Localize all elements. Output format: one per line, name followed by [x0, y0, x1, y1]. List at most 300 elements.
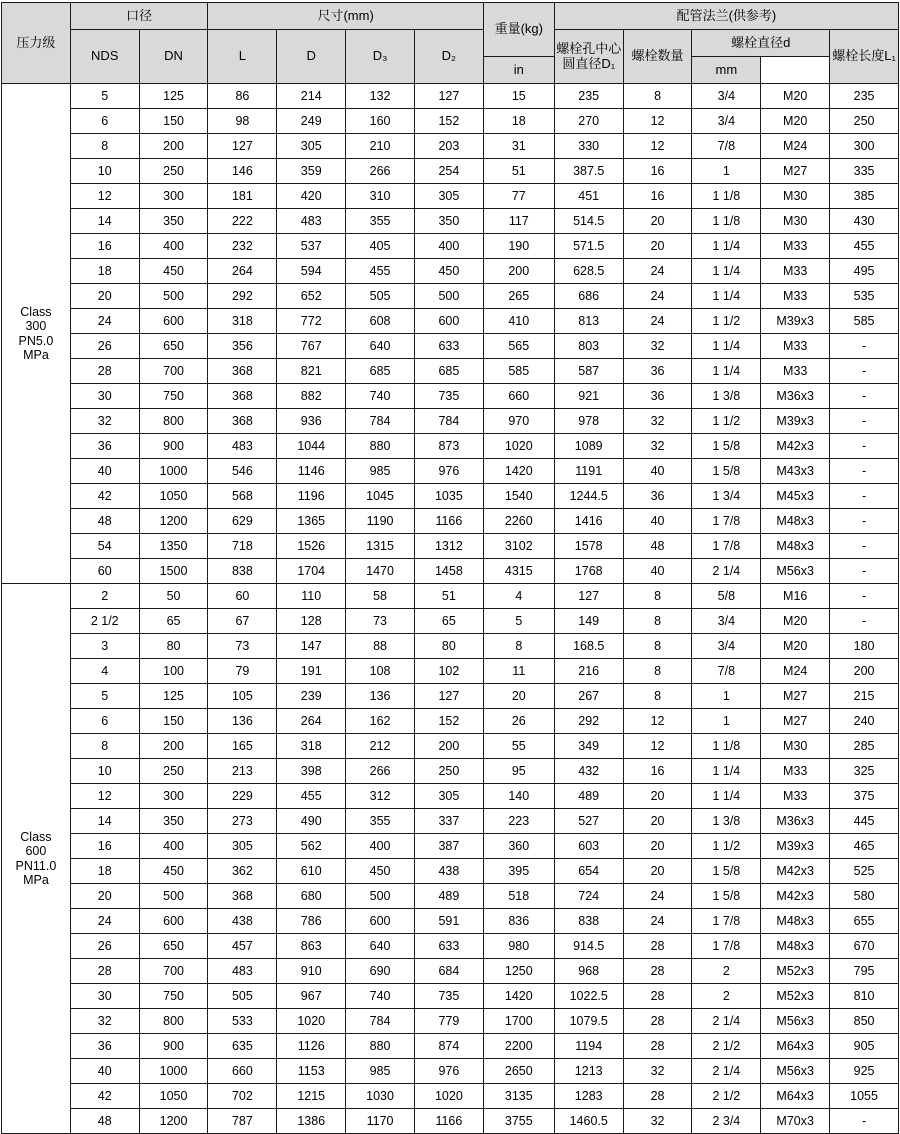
cell-bn: 12 — [623, 134, 692, 159]
cell-in: 2 3/4 — [692, 1109, 761, 1134]
header-bore: 口径 — [70, 3, 208, 30]
cell-l: 356 — [208, 334, 277, 359]
cell-dn: 700 — [139, 959, 208, 984]
cell-l: 305 — [208, 834, 277, 859]
cell-d: 594 — [277, 259, 346, 284]
cell-nds: 40 — [70, 1059, 139, 1084]
cell-mm: M48x3 — [761, 934, 830, 959]
cell-l1: - — [830, 484, 899, 509]
table-row — [2, 509, 899, 534]
cell-l: 73 — [208, 634, 277, 659]
header-flange: 配管法兰(供参考) — [554, 3, 898, 30]
cell-nds: 10 — [70, 759, 139, 784]
cell-l: 368 — [208, 359, 277, 384]
table-row — [2, 834, 899, 859]
cell-bn: 28 — [623, 984, 692, 1009]
cell-nds: 48 — [70, 509, 139, 534]
cell-d1: 330 — [554, 134, 623, 159]
header-d2: D₂ — [414, 30, 483, 84]
cell-bn: 8 — [623, 609, 692, 634]
cell-nds: 54 — [70, 534, 139, 559]
cell-l: 232 — [208, 234, 277, 259]
cell-d3: 740 — [346, 384, 415, 409]
cell-d3: 500 — [346, 884, 415, 909]
cell-nds: 36 — [70, 1034, 139, 1059]
cell-mm: M48x3 — [761, 509, 830, 534]
table-body — [2, 84, 899, 1134]
cell-w: 4315 — [483, 559, 554, 584]
cell-d: 680 — [277, 884, 346, 909]
cell-d: 191 — [277, 659, 346, 684]
header-bolt-dia-in: in — [483, 57, 554, 84]
cell-d2: 489 — [414, 884, 483, 909]
cell-nds: 24 — [70, 309, 139, 334]
cell-w: 2200 — [483, 1034, 554, 1059]
cell-bn: 20 — [623, 234, 692, 259]
cell-l1: 240 — [830, 709, 899, 734]
table-row — [2, 784, 899, 809]
cell-l: 264 — [208, 259, 277, 284]
cell-d3: 985 — [346, 1059, 415, 1084]
cell-w: 1700 — [483, 1009, 554, 1034]
cell-d: 147 — [277, 634, 346, 659]
cell-bn: 24 — [623, 884, 692, 909]
table-row — [2, 159, 899, 184]
table-row — [2, 859, 899, 884]
cell-dn: 500 — [139, 284, 208, 309]
cell-in: 1 1/8 — [692, 184, 761, 209]
cell-nds: 14 — [70, 809, 139, 834]
cell-w: 836 — [483, 909, 554, 934]
cell-l: 546 — [208, 459, 277, 484]
cell-nds: 12 — [70, 184, 139, 209]
cell-w: 95 — [483, 759, 554, 784]
cell-in: 1 3/4 — [692, 484, 761, 509]
cell-l1: - — [830, 509, 899, 534]
cell-l: 105 — [208, 684, 277, 709]
cell-d2: 1035 — [414, 484, 483, 509]
pressure-class-cell: Class 300 PN5.0 MPa — [2, 84, 71, 584]
cell-bn: 8 — [623, 634, 692, 659]
cell-d1: 270 — [554, 109, 623, 134]
cell-d1: 235 — [554, 84, 623, 109]
cell-nds: 36 — [70, 434, 139, 459]
cell-d1: 1213 — [554, 1059, 623, 1084]
table-row — [2, 334, 899, 359]
cell-mm: M64x3 — [761, 1084, 830, 1109]
cell-dn: 1200 — [139, 1109, 208, 1134]
cell-d1: 628.5 — [554, 259, 623, 284]
cell-d3: 608 — [346, 309, 415, 334]
cell-d2: 873 — [414, 434, 483, 459]
cell-in: 1 3/8 — [692, 809, 761, 834]
cell-d3: 108 — [346, 659, 415, 684]
cell-bn: 28 — [623, 959, 692, 984]
cell-d: 420 — [277, 184, 346, 209]
cell-l1: 215 — [830, 684, 899, 709]
cell-nds: 14 — [70, 209, 139, 234]
cell-bn: 8 — [623, 684, 692, 709]
cell-nds: 18 — [70, 859, 139, 884]
table-row — [2, 259, 899, 284]
cell-l1: 180 — [830, 634, 899, 659]
table-row — [2, 759, 899, 784]
cell-d: 1386 — [277, 1109, 346, 1134]
cell-d1: 587 — [554, 359, 623, 384]
cell-w: 3755 — [483, 1109, 554, 1134]
table-row — [2, 209, 899, 234]
cell-nds: 40 — [70, 459, 139, 484]
cell-in: 1 — [692, 684, 761, 709]
cell-l1: - — [830, 459, 899, 484]
cell-nds: 8 — [70, 734, 139, 759]
cell-mm: M52x3 — [761, 984, 830, 1009]
cell-dn: 1050 — [139, 484, 208, 509]
cell-w: 55 — [483, 734, 554, 759]
cell-in: 2 1/2 — [692, 1084, 761, 1109]
cell-bn: 12 — [623, 109, 692, 134]
cell-l: 505 — [208, 984, 277, 1009]
header-dn: DN — [139, 30, 208, 84]
cell-mm: M30 — [761, 209, 830, 234]
cell-d2: 784 — [414, 409, 483, 434]
cell-mm: M42x3 — [761, 884, 830, 909]
cell-nds: 26 — [70, 934, 139, 959]
cell-d3: 162 — [346, 709, 415, 734]
cell-d2: 102 — [414, 659, 483, 684]
cell-bn: 16 — [623, 184, 692, 209]
cell-d2: 127 — [414, 84, 483, 109]
cell-d1: 921 — [554, 384, 623, 409]
table-row — [2, 934, 899, 959]
cell-l1: 580 — [830, 884, 899, 909]
cell-l1: 525 — [830, 859, 899, 884]
cell-d: 305 — [277, 134, 346, 159]
table-row — [2, 534, 899, 559]
cell-d1: 149 — [554, 609, 623, 634]
cell-dn: 250 — [139, 759, 208, 784]
cell-in: 1 5/8 — [692, 434, 761, 459]
cell-l1: 250 — [830, 109, 899, 134]
cell-nds: 32 — [70, 1009, 139, 1034]
cell-dn: 100 — [139, 659, 208, 684]
cell-d2: 152 — [414, 709, 483, 734]
cell-d: 1526 — [277, 534, 346, 559]
cell-dn: 50 — [139, 584, 208, 609]
cell-dn: 350 — [139, 809, 208, 834]
cell-in: 1 1/4 — [692, 259, 761, 284]
cell-d: 772 — [277, 309, 346, 334]
cell-in: 3/4 — [692, 634, 761, 659]
cell-dn: 1500 — [139, 559, 208, 584]
cell-mm: M20 — [761, 609, 830, 634]
cell-l: 660 — [208, 1059, 277, 1084]
cell-d3: 1470 — [346, 559, 415, 584]
cell-bn: 28 — [623, 1009, 692, 1034]
cell-l1: 585 — [830, 309, 899, 334]
cell-d3: 740 — [346, 984, 415, 1009]
cell-bn: 20 — [623, 859, 692, 884]
cell-dn: 1000 — [139, 459, 208, 484]
cell-w: 200 — [483, 259, 554, 284]
cell-w: 20 — [483, 684, 554, 709]
cell-nds: 8 — [70, 134, 139, 159]
table-row — [2, 634, 899, 659]
cell-d3: 690 — [346, 959, 415, 984]
cell-l1: 535 — [830, 284, 899, 309]
cell-dn: 450 — [139, 259, 208, 284]
cell-in: 3/4 — [692, 609, 761, 634]
cell-dn: 900 — [139, 434, 208, 459]
table-row — [2, 1059, 899, 1084]
cell-l1: 495 — [830, 259, 899, 284]
cell-w: 8 — [483, 634, 554, 659]
cell-d1: 1578 — [554, 534, 623, 559]
cell-bn: 48 — [623, 534, 692, 559]
cell-nds: 18 — [70, 259, 139, 284]
cell-d3: 450 — [346, 859, 415, 884]
cell-nds: 12 — [70, 784, 139, 809]
cell-d1: 813 — [554, 309, 623, 334]
header-weight: 重量(kg) — [483, 3, 554, 57]
cell-nds: 6 — [70, 109, 139, 134]
cell-l: 702 — [208, 1084, 277, 1109]
cell-d3: 405 — [346, 234, 415, 259]
cell-mm: M48x3 — [761, 534, 830, 559]
cell-d2: 337 — [414, 809, 483, 834]
cell-l: 718 — [208, 534, 277, 559]
cell-d2: 685 — [414, 359, 483, 384]
cell-w: 15 — [483, 84, 554, 109]
cell-d2: 500 — [414, 284, 483, 309]
cell-d2: 387 — [414, 834, 483, 859]
cell-w: 223 — [483, 809, 554, 834]
cell-l: 368 — [208, 409, 277, 434]
cell-mm: M45x3 — [761, 484, 830, 509]
cell-l1: 200 — [830, 659, 899, 684]
cell-l1: 795 — [830, 959, 899, 984]
table-row — [2, 734, 899, 759]
table-row — [2, 384, 899, 409]
cell-mm: M27 — [761, 684, 830, 709]
header-row-top — [2, 3, 899, 30]
cell-dn: 1350 — [139, 534, 208, 559]
cell-d1: 571.5 — [554, 234, 623, 259]
cell-d2: 874 — [414, 1034, 483, 1059]
cell-l: 483 — [208, 959, 277, 984]
cell-l1: - — [830, 359, 899, 384]
cell-dn: 200 — [139, 734, 208, 759]
cell-bn: 36 — [623, 359, 692, 384]
cell-in: 1 1/4 — [692, 359, 761, 384]
cell-l: 457 — [208, 934, 277, 959]
cell-bn: 32 — [623, 1059, 692, 1084]
cell-d1: 489 — [554, 784, 623, 809]
cell-l: 787 — [208, 1109, 277, 1134]
cell-in: 1 7/8 — [692, 934, 761, 959]
cell-d3: 212 — [346, 734, 415, 759]
cell-d2: 1020 — [414, 1084, 483, 1109]
cell-d2: 735 — [414, 384, 483, 409]
cell-l: 318 — [208, 309, 277, 334]
cell-l1: - — [830, 334, 899, 359]
cell-d2: 80 — [414, 634, 483, 659]
cell-l1: 1055 — [830, 1084, 899, 1109]
cell-dn: 500 — [139, 884, 208, 909]
cell-in: 1 1/8 — [692, 734, 761, 759]
cell-l: 273 — [208, 809, 277, 834]
cell-mm: M36x3 — [761, 809, 830, 834]
cell-dn: 125 — [139, 84, 208, 109]
cell-d1: 654 — [554, 859, 623, 884]
cell-nds: 30 — [70, 984, 139, 1009]
cell-d: 110 — [277, 584, 346, 609]
cell-l: 533 — [208, 1009, 277, 1034]
cell-d: 1215 — [277, 1084, 346, 1109]
cell-dn: 400 — [139, 834, 208, 859]
cell-w: 26 — [483, 709, 554, 734]
cell-w: 970 — [483, 409, 554, 434]
cell-mm: M27 — [761, 709, 830, 734]
cell-d2: 450 — [414, 259, 483, 284]
cell-nds: 3 — [70, 634, 139, 659]
cell-mm: M16 — [761, 584, 830, 609]
cell-l1: 850 — [830, 1009, 899, 1034]
cell-d2: 65 — [414, 609, 483, 634]
cell-l1: 465 — [830, 834, 899, 859]
cell-w: 117 — [483, 209, 554, 234]
cell-mm: M42x3 — [761, 434, 830, 459]
cell-d: 249 — [277, 109, 346, 134]
cell-dn: 1000 — [139, 1059, 208, 1084]
cell-mm: M24 — [761, 134, 830, 159]
cell-mm: M48x3 — [761, 909, 830, 934]
cell-d3: 685 — [346, 359, 415, 384]
cell-l1: - — [830, 609, 899, 634]
cell-d1: 514.5 — [554, 209, 623, 234]
cell-dn: 900 — [139, 1034, 208, 1059]
cell-d3: 136 — [346, 684, 415, 709]
cell-d: 786 — [277, 909, 346, 934]
cell-nds: 6 — [70, 709, 139, 734]
table-row — [2, 559, 899, 584]
cell-in: 2 — [692, 959, 761, 984]
cell-w: 1020 — [483, 434, 554, 459]
cell-l: 146 — [208, 159, 277, 184]
cell-in: 3/4 — [692, 84, 761, 109]
cell-l: 838 — [208, 559, 277, 584]
cell-d1: 127 — [554, 584, 623, 609]
cell-l1: 235 — [830, 84, 899, 109]
cell-w: 18 — [483, 109, 554, 134]
cell-w: 31 — [483, 134, 554, 159]
table-row — [2, 1009, 899, 1034]
cell-bn: 40 — [623, 559, 692, 584]
cell-d: 239 — [277, 684, 346, 709]
cell-l1: 430 — [830, 209, 899, 234]
cell-in: 5/8 — [692, 584, 761, 609]
cell-mm: M39x3 — [761, 309, 830, 334]
pressure-class-cell: Class 600 PN11.0 MPa — [2, 584, 71, 1134]
cell-dn: 300 — [139, 784, 208, 809]
table-row — [2, 584, 899, 609]
header-row-middle — [2, 30, 899, 57]
cell-bn: 32 — [623, 409, 692, 434]
cell-d1: 1768 — [554, 559, 623, 584]
cell-bn: 24 — [623, 909, 692, 934]
cell-d2: 1312 — [414, 534, 483, 559]
cell-dn: 600 — [139, 909, 208, 934]
cell-w: 140 — [483, 784, 554, 809]
cell-d1: 1283 — [554, 1084, 623, 1109]
cell-in: 1 — [692, 709, 761, 734]
cell-bn: 8 — [623, 584, 692, 609]
cell-d: 882 — [277, 384, 346, 409]
cell-w: 1250 — [483, 959, 554, 984]
cell-d3: 58 — [346, 584, 415, 609]
header-bolt-dia-mm: mm — [692, 57, 761, 84]
cell-d: 863 — [277, 934, 346, 959]
cell-mm: M33 — [761, 284, 830, 309]
valve-dimension-table — [1, 2, 899, 1134]
cell-bn: 32 — [623, 434, 692, 459]
cell-d3: 1315 — [346, 534, 415, 559]
cell-mm: M33 — [761, 259, 830, 284]
cell-bn: 36 — [623, 484, 692, 509]
cell-dn: 65 — [139, 609, 208, 634]
cell-l1: - — [830, 1109, 899, 1134]
cell-d: 1146 — [277, 459, 346, 484]
cell-nds: 10 — [70, 159, 139, 184]
cell-l: 629 — [208, 509, 277, 534]
cell-d1: 603 — [554, 834, 623, 859]
table-row — [2, 459, 899, 484]
cell-bn: 24 — [623, 284, 692, 309]
cell-in: 2 1/4 — [692, 1009, 761, 1034]
cell-l: 79 — [208, 659, 277, 684]
cell-w: 1540 — [483, 484, 554, 509]
cell-d1: 968 — [554, 959, 623, 984]
table-row — [2, 1084, 899, 1109]
cell-w: 1420 — [483, 459, 554, 484]
cell-d: 967 — [277, 984, 346, 1009]
cell-l: 438 — [208, 909, 277, 934]
cell-mm: M36x3 — [761, 384, 830, 409]
cell-d3: 400 — [346, 834, 415, 859]
cell-in: 2 — [692, 984, 761, 1009]
cell-in: 1 5/8 — [692, 459, 761, 484]
cell-in: 1 1/8 — [692, 209, 761, 234]
table-row — [2, 809, 899, 834]
cell-d1: 724 — [554, 884, 623, 909]
table-row — [2, 609, 899, 634]
cell-bn: 40 — [623, 509, 692, 534]
cell-dn: 150 — [139, 709, 208, 734]
cell-dn: 650 — [139, 334, 208, 359]
cell-l: 67 — [208, 609, 277, 634]
cell-d: 214 — [277, 84, 346, 109]
header-d: D — [277, 30, 346, 84]
cell-d2: 127 — [414, 684, 483, 709]
cell-d1: 1244.5 — [554, 484, 623, 509]
cell-w: 980 — [483, 934, 554, 959]
cell-nds: 5 — [70, 684, 139, 709]
cell-w: 395 — [483, 859, 554, 884]
cell-mm: M42x3 — [761, 859, 830, 884]
cell-bn: 32 — [623, 1109, 692, 1134]
table-row — [2, 959, 899, 984]
cell-d: 936 — [277, 409, 346, 434]
